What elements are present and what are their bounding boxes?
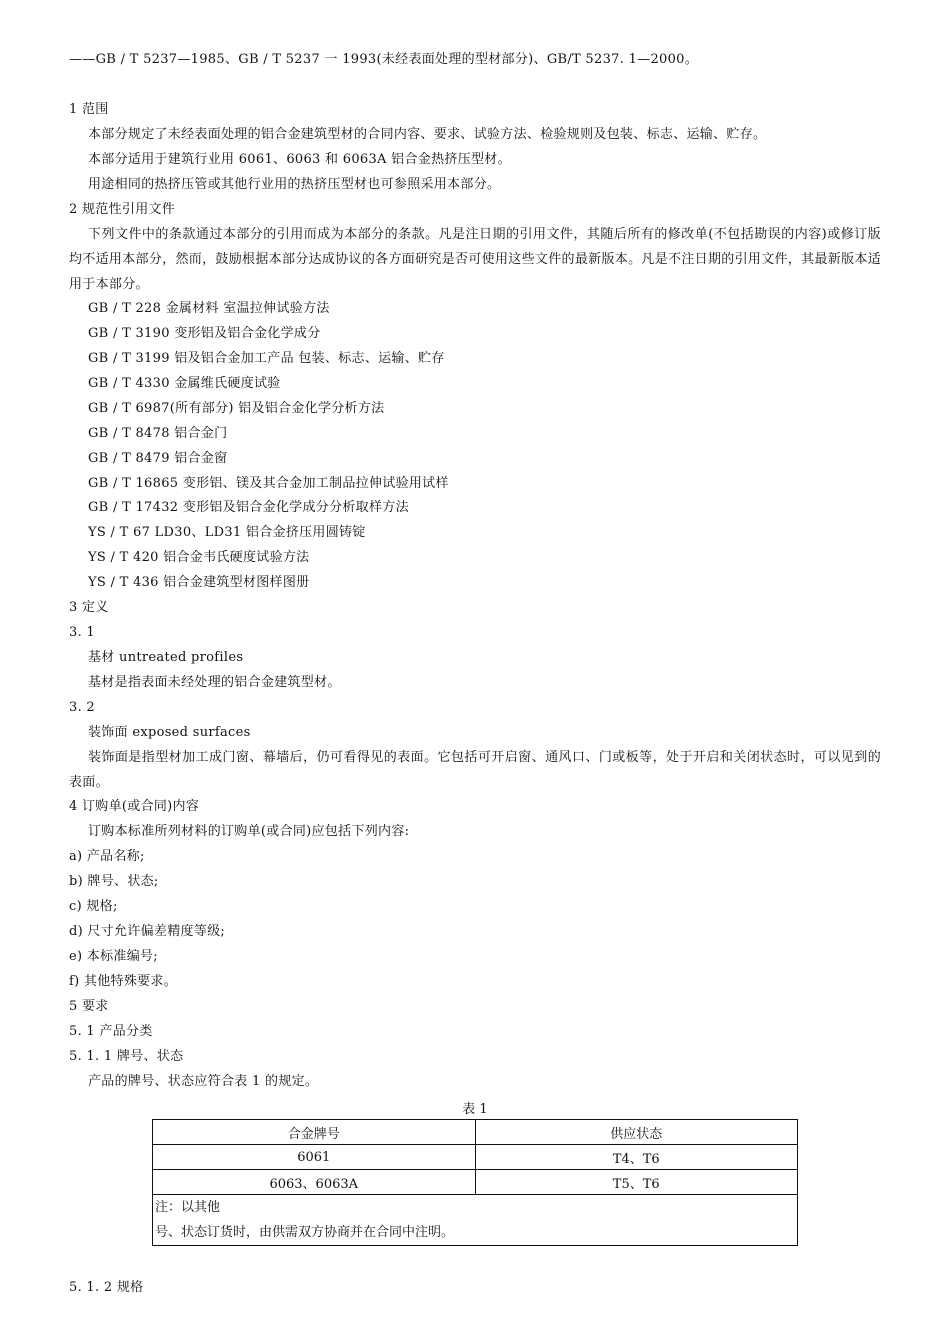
clause-3-2-definition-text: 装饰面是指型材加工成门窗、幕墙后，仍可看得见的表面。它包括可开启窗、通风口、门或板等，处于开启和关闭状态时，可以见到的表面。	[69, 750, 881, 790]
table-note-row	[153, 1195, 798, 1246]
reference-item: GB / T 3199 铝及铝合金加工产品 包装、标志、运输、贮存	[88, 351, 445, 366]
reference-item: YS / T 436 铝合金建筑型材图样图册	[88, 575, 310, 590]
order-item: c) 规格;	[69, 899, 118, 914]
table-row	[153, 1145, 798, 1170]
section-1-paragraph-1: 本部分规定了未经表面处理的铝合金建筑型材的合同内容、要求、试验方法、检验规则及包装、标志、运输、贮存。	[88, 127, 767, 142]
reference-item: GB / T 8479 铝合金窗	[88, 451, 228, 466]
order-item: d) 尺寸允许偏差精度等级;	[69, 924, 226, 939]
table-cell: T4、T6	[475, 1145, 798, 1170]
section-1-paragraph-3: 用途相同的热挤压管或其他行业用的热挤压型材也可参照采用本部分。	[88, 177, 501, 192]
order-item: b) 牌号、状态;	[69, 874, 159, 889]
table-1	[152, 1119, 798, 1246]
reference-item: YS / T 420 铝合金韦氏硬度试验方法	[88, 550, 310, 565]
reference-item: GB / T 16865 变形铝、镁及其合金加工制品拉伸试验用试样	[88, 476, 449, 491]
table-cell: 6063、6063A	[153, 1170, 476, 1195]
section-1-title: 1 范围	[69, 102, 109, 117]
table-header-cell: 供应状态	[475, 1120, 798, 1145]
table-header-row	[153, 1120, 798, 1145]
table-row	[153, 1170, 798, 1195]
header-line: ——GB / T 5237—1985、GB / T 5237 一 1993(未经表面处理的型材部分)、GB/T 5237. 1—2000。	[69, 52, 699, 67]
section-2-paragraph-text: 下列文件中的条款通过本部分的引用而成为本部分的条款。凡是注日期的引用文件，其随后所有的修改单(不包括勘误的内容)或修订版均不适用本部分，然而，鼓励根据本部分达成协议的各方面研究是否可使用这些文件的最新版本。凡是不注日期的引用文件，其最新版本适用于本部分。	[69, 227, 881, 292]
table-header-cell: 合金牌号	[153, 1120, 476, 1145]
order-item: a) 产品名称;	[69, 849, 145, 864]
clause-5-1-1-title: 5. 1. 1 牌号、状态	[69, 1049, 184, 1064]
section-4-title: 4 订购单(或合同)内容	[69, 799, 200, 814]
reference-item: GB / T 228 金属材料 室温拉伸试验方法	[88, 301, 330, 316]
clause-3-2-term: 装饰面 exposed surfaces	[88, 725, 251, 740]
clause-3-2-definition	[69, 745, 881, 795]
reference-item: GB / T 4330 金属维氏硬度试验	[88, 376, 281, 391]
clause-3-1-number: 3. 1	[69, 625, 96, 640]
table-cell: T5、T6	[475, 1170, 798, 1195]
clause-5-1-title: 5. 1 产品分类	[69, 1024, 153, 1039]
section-2-paragraph	[69, 222, 881, 297]
clause-3-1-term: 基材 untreated profiles	[88, 650, 244, 665]
table-note-line-1: 注：以其他	[155, 1200, 221, 1215]
clause-3-2-number: 3. 2	[69, 700, 96, 715]
section-4-intro: 订购本标准所列材料的订购单(或合同)应包括下列内容:	[88, 824, 410, 839]
table-cell: 6061	[153, 1145, 476, 1170]
table-note-line-2: 号、状态订货时，由供需双方协商并在合同中注明。	[155, 1225, 455, 1240]
reference-item: GB / T 6987(所有部分) 铝及铝合金化学分析方法	[88, 401, 385, 416]
section-5-title: 5 要求	[69, 999, 109, 1014]
table-1-caption: 表 1	[462, 1102, 488, 1117]
reference-item: GB / T 17432 变形铝及铝合金化学成分分析取样方法	[88, 500, 409, 515]
reference-item: GB / T 8478 铝合金门	[88, 426, 228, 441]
section-1-paragraph-2: 本部分适用于建筑行业用 6061、6063 和 6063A 铝合金热挤压型材。	[88, 152, 511, 167]
clause-3-1-definition: 基材是指表面未经处理的铝合金建筑型材。	[88, 675, 341, 690]
section-2-title: 2 规范性引用文件	[69, 202, 176, 217]
order-item: e) 本标准编号;	[69, 949, 158, 964]
order-item: f) 其他特殊要求。	[69, 974, 178, 989]
clause-5-1-2-title: 5. 1. 2 规格	[69, 1280, 144, 1295]
reference-item: YS / T 67 LD30、LD31 铝合金挤压用圆铸锭	[88, 525, 366, 540]
section-3-title: 3 定义	[69, 600, 109, 615]
clause-5-1-1-text: 产品的牌号、状态应符合表 1 的规定。	[88, 1074, 319, 1089]
table-note	[153, 1195, 798, 1246]
reference-item: GB / T 3190 变形铝及铝合金化学成分	[88, 326, 321, 341]
